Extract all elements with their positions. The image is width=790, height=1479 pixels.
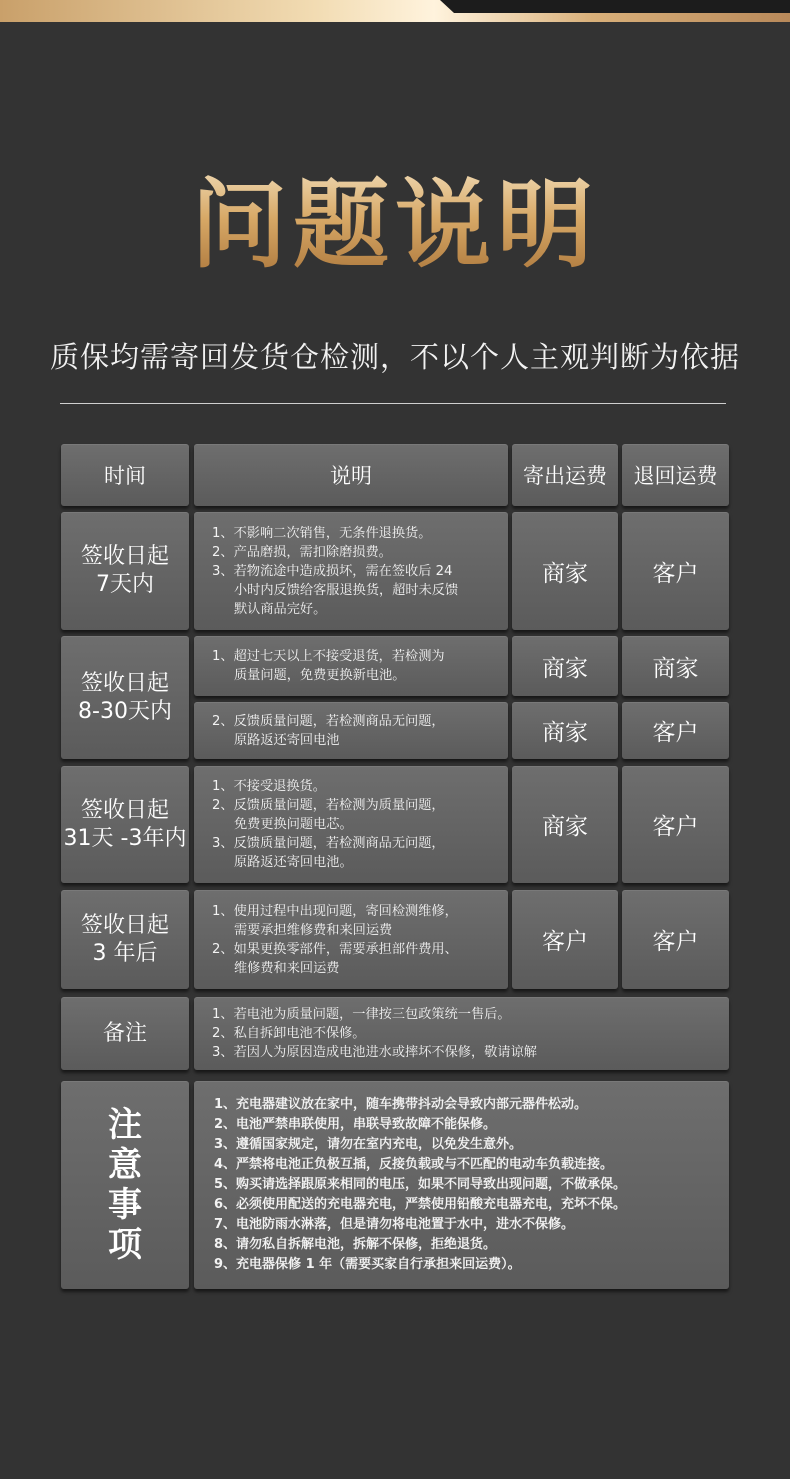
notes-label — [61, 1081, 189, 1289]
row3-desc-line: 1、不接受退换货。 — [212, 779, 326, 794]
row4-desc-line: 需要承担维修费和来回运费 — [234, 922, 393, 938]
row4-return-fee-value: 客户 — [652, 929, 699, 955]
header-desc-label: 说明 — [330, 464, 372, 488]
notes-line: 3、遵循国家规定，请勿在室内充电，以免发生意外。 — [214, 1137, 523, 1152]
notes-line: 6、必须使用配送的充电器充电，严禁使用铅酸充电器充电，充坏不保。 — [214, 1197, 627, 1212]
row2b-desc-line: 原路返还寄回电池 — [234, 732, 340, 748]
row2b-return-fee — [622, 702, 729, 759]
row1-return-fee — [622, 512, 729, 630]
header-send-fee-label: 寄出运费 — [523, 464, 607, 488]
top-dark-band — [440, 0, 790, 13]
row2b-send-fee — [512, 702, 618, 759]
header-return-fee — [622, 444, 729, 506]
row1-desc-line: 默认商品完好。 — [234, 601, 327, 617]
notes-label-char: 事 — [108, 1185, 142, 1225]
row1-desc-line: 2、产品磨损，需扣除磨损费。 — [212, 544, 392, 560]
row2a-desc-line: 1、超过七天以上不接受退货，若检测为 — [212, 649, 445, 664]
remarks-line: 2、私自拆卸电池不保修。 — [212, 1026, 366, 1041]
row3-desc-line: 原路返还寄回电池。 — [234, 855, 353, 870]
remarks-line: 3、若因人为原因造成电池进水或摔坏不保修，敬请谅解 — [212, 1045, 537, 1060]
notes-line: 4、严禁将电池正负极互插，反接负载或与不匹配的电动车负载连接。 — [214, 1157, 614, 1172]
row2a-return-fee-value: 商家 — [652, 655, 699, 682]
row2b-desc-line: 2、反馈质量问题，若检测商品无问题， — [212, 713, 445, 729]
row3-desc-line: 免费更换问题电芯。 — [234, 817, 353, 832]
notes-desc — [194, 1081, 729, 1289]
row4-time-line1: 签收日起 — [80, 912, 169, 938]
row4-desc-line: 维修费和来回运费 — [234, 960, 340, 976]
row1-desc-line: 1、不影响二次销售，无条件退换货。 — [212, 525, 432, 541]
header-return-fee-label: 退回运费 — [633, 464, 718, 488]
row4-time — [61, 890, 189, 989]
row2a-send-fee-value: 商家 — [542, 655, 588, 682]
row3-desc-line: 2、反馈质量问题，若检测为质量问题， — [212, 798, 445, 813]
row1-send-fee-value: 商家 — [542, 560, 588, 587]
remarks-desc — [194, 997, 729, 1070]
row2a-send-fee — [512, 636, 618, 696]
row3-time-line2: 31天 -3年内 — [63, 825, 187, 851]
row2b-send-fee-value: 商家 — [542, 720, 588, 746]
row3-desc — [194, 766, 508, 883]
row4-desc — [194, 890, 508, 989]
row2a-return-fee — [622, 636, 729, 696]
row3-return-fee — [622, 766, 729, 883]
row3-time-line1: 签收日起 — [80, 797, 169, 823]
row3-desc-line: 3、反馈质量问题，若检测商品无问题， — [212, 836, 445, 851]
row4-return-fee — [622, 890, 729, 989]
remarks-line: 1、若电池为质量问题，一律按三包政策统一售后。 — [212, 1007, 511, 1022]
row4-time-line2: 3 年后 — [92, 940, 158, 966]
row1-desc — [194, 512, 508, 630]
header-send-fee — [512, 444, 618, 506]
row2b-return-fee-value: 客户 — [652, 720, 699, 746]
header-time — [61, 444, 189, 506]
row1-time-line2: 7天内 — [95, 572, 154, 597]
divider — [60, 403, 726, 404]
notes-line: 2、电池严禁串联使用，串联导致故障不能保修。 — [214, 1117, 497, 1132]
notes-line: 9、充电器保修 1 年（需要买家自行承担来回运费）。 — [214, 1257, 521, 1272]
notes-line: 8、请勿私自拆解电池，拆解不保修，拒绝退货。 — [214, 1237, 497, 1252]
row4-send-fee — [512, 890, 618, 989]
row1-return-fee-value: 客户 — [652, 560, 699, 587]
remarks-label — [61, 997, 189, 1070]
header-time-label: 时间 — [104, 464, 146, 488]
row4-desc-line: 1、使用过程中出现问题，寄回检测维修， — [212, 903, 458, 919]
row1-send-fee — [512, 512, 618, 630]
notes-label-char: 项 — [108, 1225, 142, 1265]
row3-return-fee-value: 客户 — [652, 814, 699, 840]
row4-desc-line: 2、如果更换零部件，需要承担部件费用、 — [212, 941, 458, 957]
row3-send-fee-value: 商家 — [542, 814, 588, 840]
page-title: 问题说明 — [0, 160, 790, 290]
row1-time — [61, 512, 189, 630]
row2b-desc — [194, 702, 508, 759]
notes-label-char: 注 — [108, 1105, 142, 1145]
row4-send-fee-value: 客户 — [542, 929, 588, 955]
row2-time-line2: 8-30天内 — [78, 698, 172, 724]
row1-desc-line: 3、若物流途中造成损坏，需在签收后 24 — [212, 563, 453, 579]
notes-line: 1、充电器建议放在家中，随车携带抖动会导致内部元器件松动。 — [214, 1097, 588, 1112]
row2a-desc — [194, 636, 508, 696]
row2a-desc-line: 质量问题，免费更换新电池。 — [234, 668, 406, 683]
page-subtitle: 质保均需寄回发货仓检测，不以个人主观判断为依据 — [49, 340, 740, 374]
notes-line: 7、电池防雨水淋落，但是请勿将电池置于水中，进水不保修。 — [214, 1217, 575, 1232]
row1-time-line1: 签收日起 — [80, 544, 169, 569]
row2-time — [61, 636, 189, 759]
notes-line: 5、购买请选择跟原来相同的电压，如果不同导致出现问题，不做承保。 — [214, 1177, 627, 1192]
row3-time — [61, 766, 189, 883]
notes-label-char: 意 — [108, 1145, 142, 1185]
row1-desc-line: 小时内反馈给客服退换货，超时未反馈 — [234, 582, 459, 598]
row2-time-line1: 签收日起 — [80, 670, 169, 696]
header-desc — [194, 444, 508, 506]
remarks-label-text: 备注 — [102, 1020, 147, 1046]
row3-send-fee — [512, 766, 618, 883]
